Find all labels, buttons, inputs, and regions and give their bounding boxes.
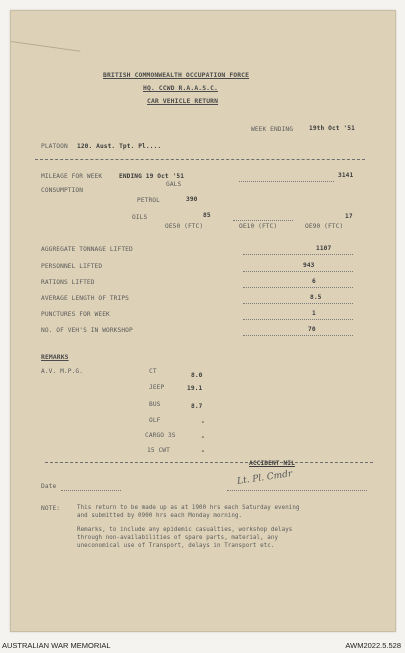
- row-dots: [243, 319, 353, 320]
- mileage-label: MILEAGE FOR WEEK: [41, 173, 103, 180]
- row-dots: [243, 303, 353, 304]
- row-label: AGGREGATE TONNAGE LIFTED: [41, 246, 133, 253]
- row-dots: [243, 287, 353, 288]
- mpg-value: -: [201, 448, 205, 455]
- oil-header-1: OE50 (FTC): [165, 223, 204, 230]
- mileage-value: 3141: [338, 172, 354, 179]
- caption-bar: [0, 636, 405, 653]
- note-line: This return to be made up as at 1900 hrs each Saturday evening: [77, 505, 300, 511]
- divider-bottom: [45, 462, 373, 463]
- footer-accession: AWM2022.5.528: [345, 641, 401, 650]
- row-dots: [243, 254, 353, 255]
- mpg-type-label: OLF: [149, 417, 161, 424]
- note-label: NOTE:: [41, 505, 61, 512]
- row-label: NO. OF VEH'S IN WORKSHOP: [41, 327, 133, 334]
- row-value: 1107: [316, 245, 332, 252]
- platoon-value: 120. Aust. Tpt. Pl....: [77, 143, 162, 150]
- mileage-ending: ENDING 19 Oct '51: [119, 173, 185, 180]
- mileage-dots: [239, 181, 334, 182]
- mpg-type-label: CT: [149, 368, 157, 375]
- oils-value: 85: [203, 212, 211, 219]
- header-title: BRITISH COMMONWEALTH OCCUPATION FORCE: [103, 71, 250, 79]
- petrol-value: 390: [186, 196, 198, 203]
- gals-label: GALS: [166, 181, 182, 188]
- row-label: AVERAGE LENGTH OF TRIPS: [41, 295, 129, 302]
- platoon-label: PLATOON: [41, 143, 68, 150]
- week-ending-value: 19th Oct '51: [309, 125, 355, 132]
- date-label: Date: [41, 483, 57, 490]
- row-dots: [243, 271, 353, 272]
- petrol-label: PETROL: [137, 197, 160, 204]
- row-value: 6: [312, 278, 316, 285]
- accident-note: ACCIDENT NIL: [249, 460, 295, 467]
- row-dots: [243, 335, 353, 336]
- date-dots: [61, 490, 121, 491]
- signature: Lt. Pl. Cmdr: [236, 469, 293, 487]
- mpg-value: 19.1: [187, 385, 203, 392]
- avg-mpg-label: A.V. M.P.G.: [41, 368, 84, 375]
- mpg-value: 8.7: [191, 403, 203, 410]
- oil-header-2: OE10 (FTC): [239, 223, 278, 230]
- divider-top: [35, 159, 365, 160]
- note-remarks-line: Remarks, to include any epidemic casualties, workshop delays: [77, 527, 293, 533]
- row-value: 70: [308, 326, 316, 333]
- row-value: 8.5: [310, 294, 322, 301]
- oils-dots-2: [233, 220, 293, 221]
- row-value: 943: [303, 262, 315, 269]
- mpg-value: 8.0: [191, 372, 203, 379]
- week-ending-label: WEEK ENDING: [251, 126, 294, 133]
- mpg-type-label: JEEP: [149, 384, 165, 391]
- paper-crease: [11, 41, 80, 52]
- note-remarks-line: uneconomical use of Transport, delays in Transport etc.: [77, 543, 275, 549]
- note-line: and submitted by 0900 hrs each Monday morning.: [77, 513, 243, 519]
- row-label: RATIONS LIFTED: [41, 279, 95, 286]
- consumption-label: CONSUMPTION: [41, 187, 84, 194]
- document-sheet: [10, 10, 396, 632]
- oil-header-3: OE90 (FTC): [305, 223, 344, 230]
- row-label: PERSONNEL LIFTED: [41, 263, 103, 270]
- oils-right-value: 17: [345, 213, 353, 220]
- mpg-value: -: [201, 434, 205, 441]
- mpg-value: -: [201, 419, 205, 426]
- remarks-label: REMARKS: [41, 353, 69, 361]
- row-value: 1: [312, 310, 316, 317]
- footer-credit: AUSTRALIAN WAR MEMORIAL: [2, 641, 111, 650]
- mpg-type-label: BUS: [149, 401, 161, 408]
- note-remarks-line: through non-availabilities of spare parts, material, any: [77, 535, 279, 541]
- mpg-type-label: 15 CWT: [147, 447, 170, 454]
- header-form-title: CAR VEHICLE RETURN: [147, 97, 219, 105]
- header-unit: HQ. CCWD R.A.A.S.C.: [143, 84, 219, 92]
- signature-line: [227, 490, 367, 491]
- mpg-type-label: CARGO 3S: [145, 432, 176, 439]
- row-label: PUNCTURES FOR WEEK: [41, 311, 110, 318]
- oils-label: OILS: [132, 214, 148, 221]
